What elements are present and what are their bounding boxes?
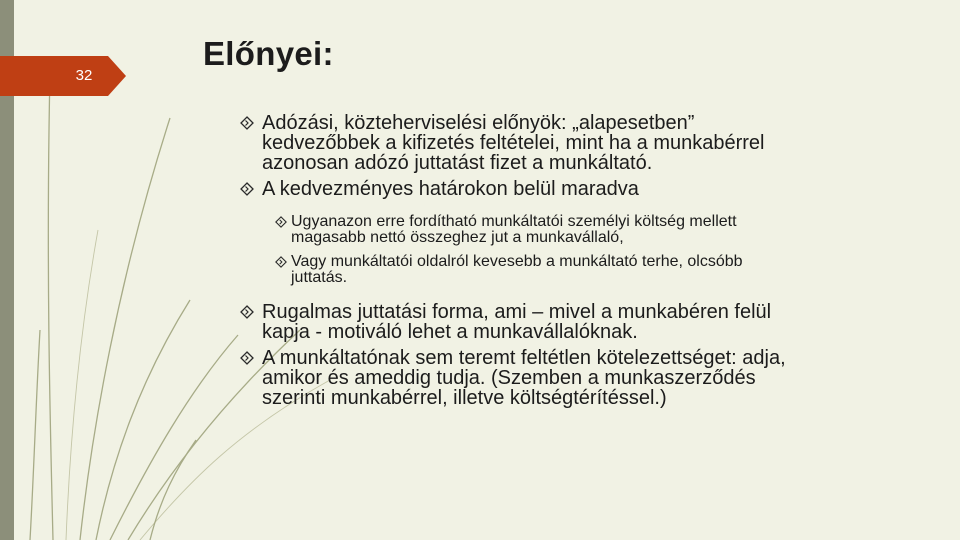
bullet-line: amikor és ameddig tudja. (Szemben a munkaszerződés <box>262 367 756 389</box>
bullet-line: kapja - motiváló lehet a munkavállalóknak. <box>262 321 638 343</box>
bullet-line: Rugalmas juttatási forma, ami – mivel a munkabéren felül <box>262 301 772 323</box>
bullet-line: A munkáltatónak sem teremt feltétlen kötelezettséget: adja, <box>262 347 786 369</box>
diamond-bullet-icon <box>240 305 254 319</box>
slide-title: Előnyei: <box>203 35 334 72</box>
sub-bullet-item-2 <box>240 254 940 286</box>
bullet-line: szerinti munkabérrel, illetve költségtérítéssel.) <box>262 387 667 409</box>
diamond-bullet-icon <box>240 351 254 365</box>
bullet-item-3 <box>240 302 940 342</box>
bullet-line: Vagy munkáltatói oldalról kevesebb a munkáltató terhe, olcsóbb <box>291 253 743 270</box>
bullet-line: magasabb nettó összeghez jut a munkavállaló, <box>291 229 624 246</box>
bullet-line: kedvezőbbek a kifizetés feltételei, mint ha a munkabérrel <box>262 132 765 154</box>
bullet-item-2 <box>240 179 940 199</box>
bullet-line: azonosan adózó juttatást fizet a munkáltató. <box>262 152 653 174</box>
bullet-line: Adózási, közteherviselési előnyök: „alapesetben” <box>262 112 695 134</box>
diamond-bullet-icon <box>275 216 287 228</box>
bullet-item-1 <box>240 113 940 173</box>
diamond-bullet-icon <box>275 256 287 268</box>
diamond-bullet-icon <box>240 182 254 196</box>
slide-number: 32 <box>75 67 93 84</box>
bullet-line: juttatás. <box>291 269 348 286</box>
bullet-line: A kedvezményes határokon belül maradva <box>262 178 639 200</box>
diamond-bullet-icon <box>240 116 254 130</box>
bullet-item-4 <box>240 348 940 408</box>
sub-bullet-item-1 <box>240 214 940 246</box>
bullet-list <box>240 113 940 414</box>
bullet-line: Ugyanazon erre fordítható munkáltatói személyi költség mellett <box>291 213 737 230</box>
